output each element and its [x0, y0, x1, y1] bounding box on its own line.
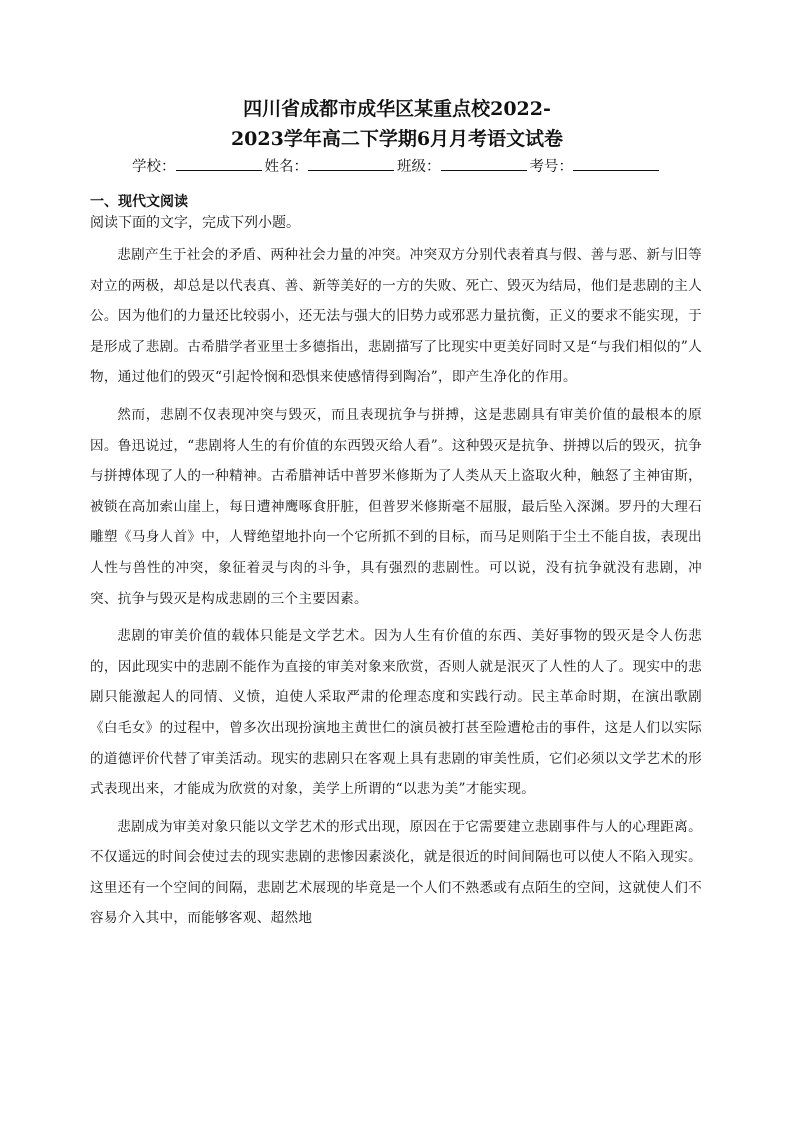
passage-paragraph-3: 悲剧的审美价值的载体只能是文学艺术。因为人生有价值的东西、美好事物的毁灭是令人伤悲的，因此现实中的悲剧不能作为直接的审美对象来欣赏，否则人就是泯灭了人性的人了。现实中的悲剧只能激起人的同情、义愤，迫使人采取严肃的伦理态度和实践行动。民主革命时期，在演出歌剧《白毛女》的过程中，曾多次出现扮演地主黄世仁的演员被打甚至险遭枪击的事件，这是人们以实际的道德评价代替了审美活动。现实的悲剧只在客观上具有悲剧的审美性质，它们必须以文学艺术的形式表现出来，才能成为欣赏的对象，美学上所谓的“以悲为美”才能实现。	[90, 628, 702, 798]
exam-title-line-1: 四川省成都市成华区某重点校2022-	[243, 98, 551, 120]
class-blank[interactable]	[441, 155, 527, 171]
exam-title-line-2: 2023学年高二下学期6月月考语文试卷	[230, 128, 564, 150]
passage-paragraph-4: 悲剧成为审美对象只能以文学艺术的形式出现，原因在于它需要建立悲剧事件与人的心理距离。不仅遥远的时间会使过去的现实悲剧的悲惨因素淡化，就是很近的时间间隔也可以使人不陷入现实。这里还有一个空间的间隔，悲剧艺术展现的毕竟是一个人们不熟悉或有点陌生的空间，这就使人们不容易介入其中，而能够客观、超然地	[90, 818, 702, 927]
school-label: 学校：	[132, 159, 176, 175]
class-label: 班级：	[397, 159, 441, 175]
reading-passage	[90, 240, 702, 941]
section-instruction: 阅读下面的文字，完成下列小题。	[90, 215, 300, 231]
passage-paragraph-1: 悲剧产生于社会的矛盾、两种社会力量的冲突。冲突双方分别代表着真与假、善与恶、新与旧等对立的两极，却总是以代表真、善、新等美好的一方的失败、死亡、毁灭为结局，他们是悲剧的主人公。因为他们的力量还比较弱小，还无法与强大的旧势力或邪恶力量抗衡，正义的要求不能实现，于是形成了悲剧。古希腊学者亚里士多德指出，悲剧描写了比现实中更美好同时又是“与我们相似的”人物，通过他们的毁灭“引起怜悯和恐惧来使感情得到陶冶”，即产生净化的作用。	[90, 247, 702, 386]
name-blank[interactable]	[308, 155, 394, 171]
section-heading: 一、现代文阅读	[90, 194, 188, 210]
student-info-row	[0, 155, 794, 177]
exam-number-label: 考号：	[529, 159, 573, 175]
exam-number-blank[interactable]	[573, 155, 659, 171]
passage-paragraph-2: 然而，悲剧不仅表现冲突与毁灭，而且表现抗争与拼搏，这是悲剧具有审美价值的最根本的原因。鲁迅说过，“悲剧将人生的有价值的东西毁灭给人看”。这种毁灭是抗争、拼搏以后的毁灭，抗争与拼搏体现了人的一种精神。古希腊神话中普罗米修斯为了人类从天上盗取火种，触怒了主神宙斯，被锁在高加索山崖上，每日遭神鹰啄食肝脏，但普罗米修斯毫不屈服，最后坠入深渊。罗丹的大理石雕塑《马身人首》中，人臂绝望地扑向一个它所抓不到的目标，而马足则陷于尘土不能自拔，表现出人性与兽性的冲突，象征着灵与肉的斗争，具有强烈的悲剧性。可以说，没有抗争就没有悲剧，冲突、抗争与毁灭是构成悲剧的三个主要因素。	[90, 406, 702, 607]
name-label: 姓名：	[264, 159, 308, 175]
school-blank[interactable]	[176, 155, 262, 171]
